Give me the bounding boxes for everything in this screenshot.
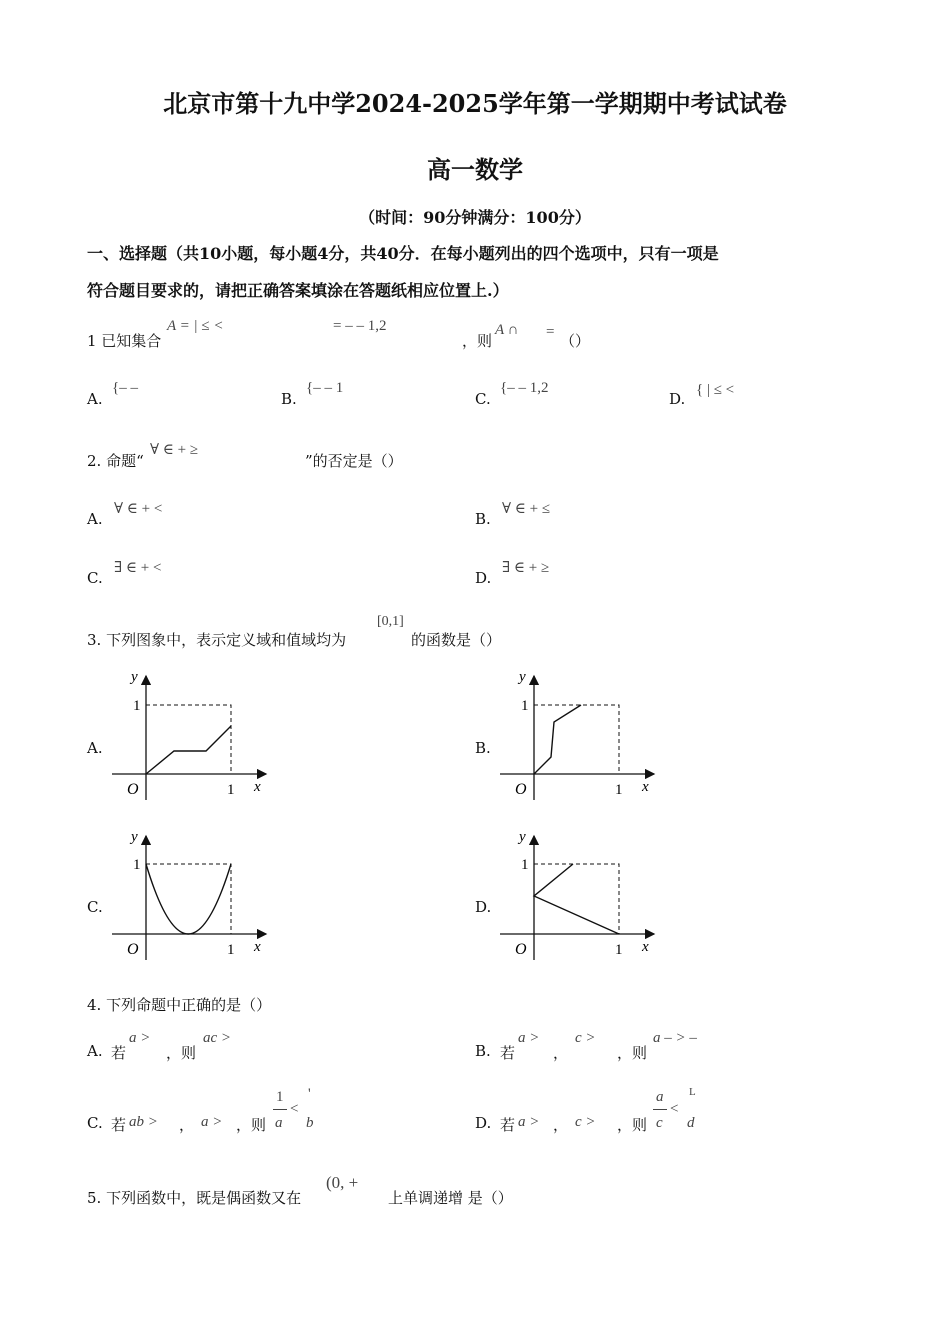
- q4-b-if: 若: [500, 1044, 516, 1062]
- tick-label-y-1: 1: [521, 698, 529, 714]
- x-label: x: [254, 939, 261, 955]
- q4-option-d-label: D.: [475, 1114, 492, 1132]
- function-curve: [534, 864, 619, 934]
- q3-option-a-label: A.: [87, 739, 103, 757]
- q2-option-a-math: ∀ ∈ + <: [114, 501, 163, 517]
- q3-graph-c: [100, 820, 280, 965]
- q1-option-d-math: { | ≤ <: [696, 382, 735, 398]
- q4-d-if: 若: [500, 1116, 516, 1134]
- q5-prefix: 5. 下列函数中，既是偶函数又在: [87, 1189, 302, 1207]
- q3-prefix: 3. 下列图象中，表示定义域和值域均为: [87, 631, 347, 649]
- q2-option-c-label: C.: [87, 569, 103, 587]
- q1-option-a-math: {‒ ‒: [112, 380, 138, 396]
- q5-math-interval: (0, +: [326, 1173, 359, 1192]
- origin-label: O: [515, 781, 527, 798]
- q1-math-set-a: A = | ≤ <: [167, 318, 224, 334]
- q4-c-if: 若: [111, 1116, 127, 1134]
- q4-a-math1: a >: [129, 1030, 151, 1046]
- q2-prefix: 2. 命题“: [87, 452, 144, 470]
- q3-option-d-label: D.: [475, 898, 492, 916]
- q2-suffix: ”的否定是（）: [305, 452, 403, 470]
- q4-d-less-than: <: [670, 1101, 679, 1117]
- origin-label: O: [127, 941, 139, 958]
- function-curve: [146, 864, 231, 934]
- q4-c-frac1-den: a: [275, 1115, 283, 1131]
- q4-c-frac1-bar: [273, 1109, 287, 1110]
- tick-label-x-1: 1: [227, 782, 235, 798]
- x-label: x: [254, 779, 261, 795]
- y-label: y: [131, 829, 138, 845]
- q4-option-c-label: C.: [87, 1114, 103, 1132]
- q4-a-if: 若: [111, 1044, 127, 1062]
- q1-option-c-label: C.: [475, 390, 491, 408]
- q4-d-math2: c >: [575, 1114, 596, 1130]
- q4-option-a-label: A.: [87, 1042, 103, 1060]
- x-label: x: [642, 939, 649, 955]
- q4-b-comma: ，: [553, 1044, 569, 1062]
- function-curve: [146, 726, 231, 774]
- q1-math-intersection: A ∩: [495, 322, 519, 338]
- q4-b-math3: a ‒ > ‒: [653, 1030, 697, 1046]
- q4-text: 4. 下列命题中正确的是（）: [87, 996, 272, 1014]
- range-box: [534, 705, 619, 774]
- q4-d-frac2-den: d: [687, 1115, 695, 1131]
- q3-graph-d: [488, 820, 668, 965]
- q4-a-math2: ac >: [203, 1030, 232, 1046]
- q4-b-math1: a >: [518, 1030, 540, 1046]
- q1-math-equals: =: [546, 324, 555, 340]
- tick-label-x-1: 1: [227, 942, 235, 958]
- q4-b-then: ，则: [617, 1044, 648, 1062]
- q4-c-less-than: <: [290, 1101, 299, 1117]
- tick-label-y-1: 1: [133, 857, 141, 873]
- y-label: y: [519, 829, 526, 845]
- q4-c-math2: a >: [201, 1114, 223, 1130]
- q2-option-c-math: ∃ ∈ + <: [114, 560, 162, 576]
- q4-c-frac2-num: ': [308, 1086, 311, 1102]
- exam-title: 北京市第十九中学2024-2025学年第一学期期中考试试卷: [163, 89, 787, 118]
- q2-option-b-math: ∀ ∈ + ≤: [502, 501, 551, 517]
- q2-option-a-label: A.: [87, 510, 103, 528]
- q1-math-set-b: = ‒ ‒ 1,2: [333, 318, 387, 334]
- q4-d-frac2-num: L: [689, 1086, 696, 1098]
- range-box: [534, 864, 619, 934]
- x-label: x: [642, 779, 649, 795]
- q4-c-then: ，则: [236, 1116, 267, 1134]
- q3-option-b-label: B.: [475, 739, 491, 757]
- exam-subject: 高一数学: [427, 155, 523, 184]
- q4-c-math1: ab >: [129, 1114, 158, 1130]
- y-label: y: [131, 669, 138, 685]
- q2-option-b-label: B.: [475, 510, 491, 528]
- q1-paren: （）: [560, 332, 591, 350]
- section-heading-line1: 一、选择题（共10小题，每小题4分，共40分．在每小题列出的四个选项中，只有一项是: [87, 244, 719, 263]
- q4-d-then: ，则: [617, 1116, 648, 1134]
- q4-d-frac1-den: c: [656, 1115, 663, 1131]
- q4-option-b-label: B.: [475, 1042, 491, 1060]
- q1-option-a-label: A.: [87, 390, 103, 408]
- q1-option-c-math: {‒ ‒ 1,2: [500, 380, 549, 396]
- q1-option-b-math: {‒ ‒ 1: [306, 380, 344, 396]
- q3-suffix: 的函数是（）: [411, 631, 502, 649]
- q5-suffix: 上单调递增 是（）: [388, 1189, 513, 1207]
- origin-label: O: [127, 781, 139, 798]
- q4-c-frac1-num: 1: [276, 1089, 284, 1105]
- q4-b-math2: c >: [575, 1030, 596, 1046]
- q1-prefix: 1 已知集合: [87, 332, 162, 350]
- exam-info: （时间：90分钟满分：100分）: [359, 208, 591, 227]
- q2-option-d-math: ∃ ∈ + ≥: [502, 560, 550, 576]
- q3-graph-b: [488, 660, 668, 805]
- q4-d-frac1-bar: [653, 1109, 667, 1110]
- q3-graph-a: [100, 660, 280, 805]
- q4-c-frac2-den: b: [306, 1115, 314, 1131]
- y-label: y: [519, 669, 526, 685]
- tick-label-x-1: 1: [615, 782, 623, 798]
- origin-label: O: [515, 941, 527, 958]
- q4-d-math1: a >: [518, 1114, 540, 1130]
- q4-d-comma: ，: [553, 1116, 569, 1134]
- q1-option-d-label: D.: [669, 390, 686, 408]
- q3-math-interval: [0,1]: [377, 614, 404, 629]
- q1-option-b-label: B.: [281, 390, 297, 408]
- tick-label-x-1: 1: [615, 942, 623, 958]
- section-heading-line2: 符合题目要求的，请把正确答案填涂在答题纸相应位置上.）: [87, 281, 509, 300]
- tick-label-y-1: 1: [521, 857, 529, 873]
- q4-c-comma: ，: [179, 1116, 195, 1134]
- q4-a-then: ，则: [166, 1044, 197, 1062]
- q4-d-frac1-num: a: [656, 1089, 664, 1105]
- q1-suffix: ，则: [462, 332, 493, 350]
- q2-math: ∀ ∈ + ≥: [150, 442, 199, 458]
- q3-option-c-label: C.: [87, 898, 103, 916]
- tick-label-y-1: 1: [133, 698, 141, 714]
- q2-option-d-label: D.: [475, 569, 492, 587]
- function-curve: [534, 705, 581, 774]
